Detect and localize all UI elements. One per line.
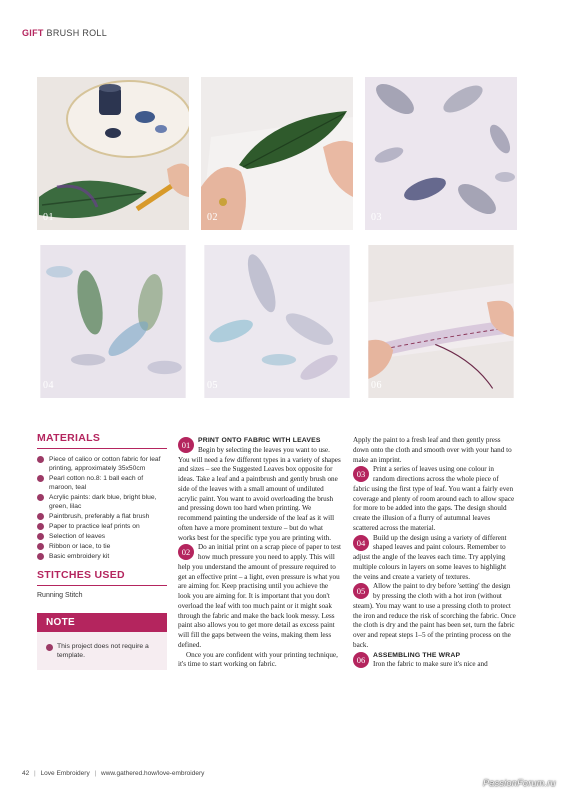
step-title-01: PRINT ONTO FABRIC WITH LEAVES xyxy=(198,437,321,444)
photo-step-04 xyxy=(37,245,189,398)
step-text-05: Allow the paint to dry before 'setting' the design by pressing the cloth with a hot iron (without steam). You may want to use a pressing cloth to protect the iron and reduce the risk of scorching the fabric. Once the cloth is dry and the paint has been set, turn the fabric over and repeat steps 1–5 of the printing process on the back. xyxy=(353,582,516,649)
photo-03-image xyxy=(365,77,517,230)
step-text-01: Begin by selecting the leaves you want to use. You will need a few different types in a variety of shapes and sizes – see the Suggested Leaves box opposite for ideas. Take a leaf and a paintbrush and gently brush one side of the leaves with a small amount of undiluted acrylic paint. You want to avoid overloading the brush and pressing down too hard when printing. We recommend painting the underside of the leaf as it will often have a more prominent texture – but do what works best for the specific type you are printing with. xyxy=(178,445,341,542)
bullet-icon xyxy=(37,543,44,550)
note-box xyxy=(37,613,167,670)
materials-item: Piece of calico or cotton fabric for leaf printing, approximately 35x50cm xyxy=(37,455,167,473)
bullet-icon xyxy=(37,533,44,540)
step-04 xyxy=(353,534,516,583)
step-text-02b: Once you are confident with your printing technique, it's time to start working on fabric. xyxy=(178,650,338,669)
bullet-icon xyxy=(37,523,44,530)
materials-heading: MATERIALS xyxy=(37,432,101,444)
photo-label-05: 05 xyxy=(207,380,218,391)
photo-step-02 xyxy=(201,77,353,230)
photo-step-01 xyxy=(37,77,189,230)
step-text-04: Build up the design using a variety of different shaped leaves and paint colours. Remember to adjust the angle of the leaves each time. Try applying multiple colours in layers on some leaves to highlight the veins and create a variety of textures. xyxy=(353,533,507,581)
page-number: 42 xyxy=(22,770,30,777)
stitches-text: Running Stitch xyxy=(37,592,83,599)
step-title-06: ASSEMBLING THE WRAP xyxy=(373,651,461,659)
step-number-03: 03 xyxy=(353,466,369,482)
photo-05-image xyxy=(201,245,353,398)
step-number-02: 02 xyxy=(178,544,194,560)
step-text-03: Print a series of leaves using one colour in random directions across the whole piece of fabric using the first type of leaf. You want a fairly even coverage and plenty of room around each to allow space for more to be added into the gaps. The design should create the illusion of a flurry of autumnal leaves scattered across the material. xyxy=(353,465,515,532)
materials-item: Paper to practice leaf prints on xyxy=(37,522,167,531)
step-05 xyxy=(353,582,516,650)
materials-item: Basic embroidery kit xyxy=(37,552,167,561)
step-text-06: Iron the fabric to make sure it's nice and xyxy=(373,660,488,669)
website-link[interactable]: www.gathered.how/love-embroidery xyxy=(101,770,205,777)
page-footer: 42 | Love Embroidery | www.gathered.how/love-embroidery xyxy=(22,770,205,777)
page-header xyxy=(22,28,107,38)
step-01 xyxy=(178,436,341,543)
materials-list xyxy=(37,455,167,561)
header-gift: GIFT xyxy=(22,28,44,38)
step-text-02: Do an initial print on a scrap piece of paper to test how much pressure you need to apply. This will help you understand the amount of pressure required to get an effective print – a light, even pressure is what you are aiming for. Keep practising until you achieve the look you are aiming for. It is important that you don't overload the leaf with too much paint or it might soak through the fabric and make the back look messy. Less paint also allows you to get more detail as excess paint will fill the gaps between the veins, making them less defined. xyxy=(178,543,341,649)
photo-label-04: 04 xyxy=(43,380,54,391)
materials-item: Ribbon or lace, to tie xyxy=(37,542,167,551)
watermark: PassionForum.ru xyxy=(482,778,556,788)
bullet-icon xyxy=(37,494,44,501)
bullet-icon xyxy=(37,475,44,482)
step-03 xyxy=(353,465,516,533)
step-number-06: 06 xyxy=(353,652,369,668)
header-title: BRUSH ROLL xyxy=(46,28,108,38)
bullet-icon xyxy=(37,513,44,520)
stitches-divider xyxy=(37,585,167,586)
photo-label-06: 06 xyxy=(371,380,382,391)
step-06 xyxy=(353,651,516,671)
photo-label-01: 01 xyxy=(43,212,54,223)
photo-01-image xyxy=(37,77,189,230)
note-body xyxy=(37,632,167,670)
materials-divider xyxy=(37,448,167,449)
step-number-01: 01 xyxy=(178,437,194,453)
magazine-name: Love Embroidery xyxy=(40,770,90,777)
bullet-icon xyxy=(46,644,53,651)
step-02 xyxy=(178,543,341,670)
bullet-icon xyxy=(37,456,44,463)
photo-04-image xyxy=(37,245,189,398)
materials-sidebar xyxy=(37,432,167,670)
instructions-column-1 xyxy=(178,436,341,670)
photo-step-03 xyxy=(365,77,517,230)
photo-06-image xyxy=(365,245,517,398)
instructions-column-2 xyxy=(353,436,516,670)
materials-item: Pearl cotton no.8: 1 ball each of maroon, teal xyxy=(37,474,167,492)
column-2-intro: Apply the paint to a fresh leaf and then gently press down onto the cloth and smooth over with your hand to make an imprint. xyxy=(353,436,512,464)
photo-step-05 xyxy=(201,245,353,398)
materials-item: Paintbrush, preferably a flat brush xyxy=(37,512,167,521)
photo-label-02: 02 xyxy=(207,212,218,223)
note-heading: NOTE xyxy=(37,613,167,632)
step-number-05: 05 xyxy=(353,583,369,599)
bullet-icon xyxy=(37,553,44,560)
note-text: This project does not require a template. xyxy=(57,643,149,659)
photo-label-03: 03 xyxy=(371,212,382,223)
step-number-04: 04 xyxy=(353,535,369,551)
materials-item: Selection of leaves xyxy=(37,532,167,541)
photo-step-06 xyxy=(365,245,517,398)
photo-02-image xyxy=(201,77,353,230)
stitches-heading: STITCHES USED xyxy=(37,569,125,581)
materials-item: Acrylic paints: dark blue, bright blue, green, lilac xyxy=(37,493,167,511)
